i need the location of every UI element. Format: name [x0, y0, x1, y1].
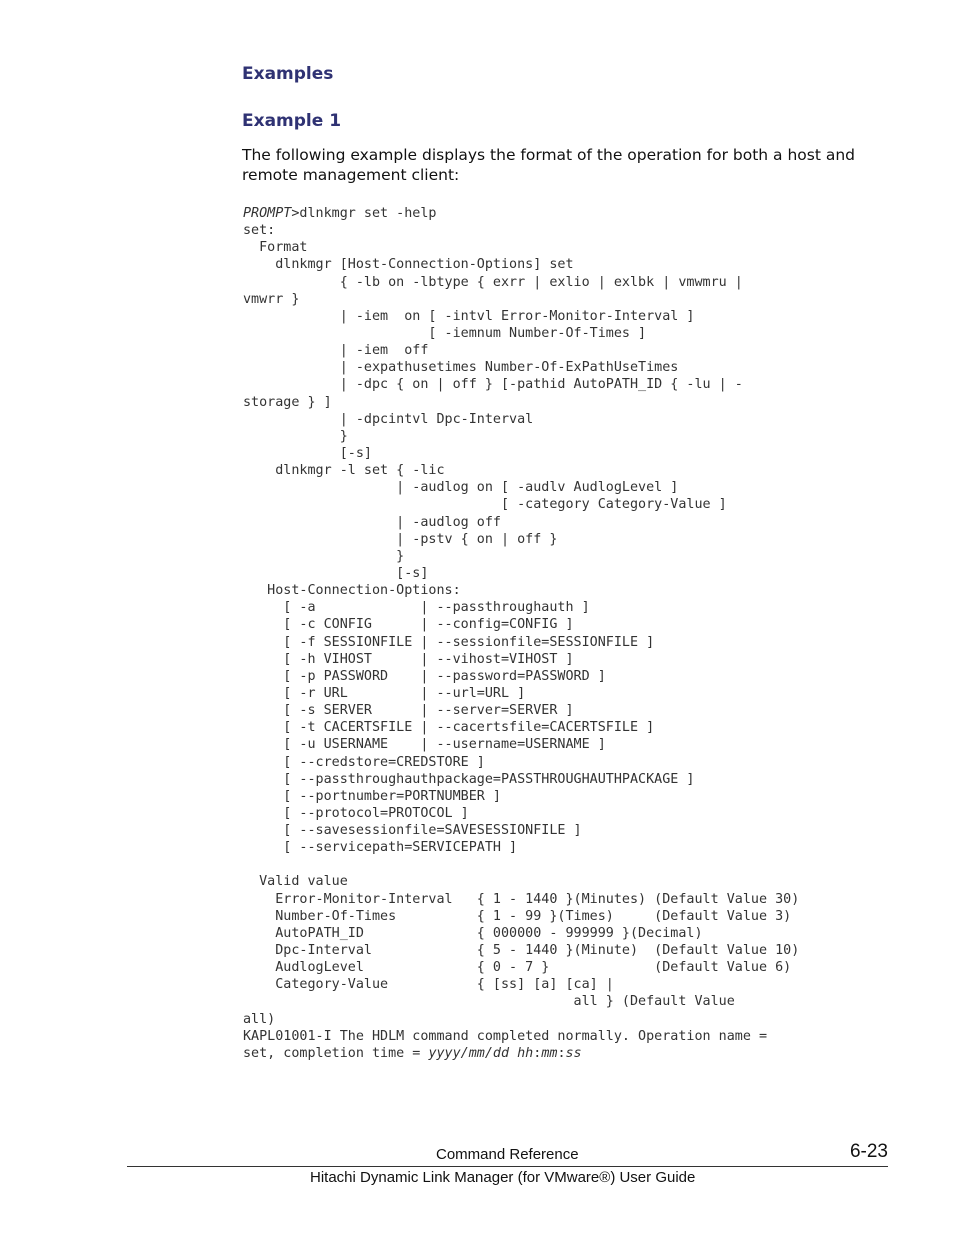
code-line: [-s]	[243, 565, 429, 581]
code-line: dlnkmgr -l set { -lic	[243, 463, 445, 479]
code-line: vmwrr }	[243, 291, 300, 307]
code-line: | -pstv { on | off }	[243, 531, 558, 547]
subheading-example-1: Example 1	[242, 111, 342, 131]
code-line: }	[243, 428, 348, 444]
code-line: Error-Monitor-Interval { 1 - 1440 }(Minutes) (Default Value 30)	[243, 891, 800, 907]
code-line: dlnkmgr [Host-Connection-Options] set	[243, 257, 574, 273]
code-line: AutoPATH_ID { 000000 - 999999 }(Decimal)	[243, 925, 703, 941]
code-line: [ -p PASSWORD | --password=PASSWORD ]	[243, 668, 606, 684]
prompt-placeholder: PROMPT	[243, 206, 292, 221]
code-line: | -dpcintvl Dpc-Interval	[243, 411, 534, 427]
code-line: Format	[243, 240, 308, 256]
code-line: { -lb on -lbtype { exrr | exlio | exlbk | vmwmru |	[243, 274, 743, 290]
code-line: [ --servicepath=SERVICEPATH ]	[243, 840, 518, 856]
intro-paragraph: The following example displays the format of the operation for both a host and remote management client:	[242, 146, 855, 184]
prompt-command: >dlnkmgr set -help	[291, 206, 437, 221]
code-line: | -dpc { on | off } [-pathid AutoPATH_ID { -lu | -	[243, 377, 743, 393]
code-line: [ --portnumber=PORTNUMBER ]	[243, 788, 501, 804]
code-line: [ -h VIHOST | --vihost=VIHOST ]	[243, 651, 574, 667]
code-line: [ --protocol=PROTOCOL ]	[243, 805, 469, 821]
code-line: [ -iemnum Number-Of-Times ]	[243, 325, 647, 341]
code-line: [ -t CACERTSFILE | --cacertsfile=CACERTSFILE ]	[243, 720, 655, 736]
code-line: [ -a | --passthroughauth ]	[243, 600, 590, 616]
code-line: [ --savesessionfile=SAVESESSIONFILE ]	[243, 823, 582, 839]
code-line: [ -category Category-Value ]	[243, 497, 727, 513]
time-format-date: yyyy/mm/dd	[428, 1045, 510, 1061]
footer-section-title: Command Reference	[436, 1146, 579, 1163]
time-format-minute: mm	[541, 1045, 558, 1061]
code-line: Category-Value { [ss] [a] [ca] |	[243, 977, 614, 993]
code-line: AudlogLevel { 0 - 7 } (Default Value 6)	[243, 960, 792, 976]
code-line: [ -r URL | --url=URL ]	[243, 685, 526, 701]
code-line: set:	[243, 223, 276, 239]
footer-divider	[127, 1166, 888, 1167]
code-line: [ -s SERVER | --server=SERVER ]	[243, 703, 574, 719]
time-format-second: ss	[565, 1045, 582, 1061]
code-line: KAPL01001-I The HDLM command completed normally. Operation name =	[243, 1028, 768, 1044]
code-line: Number-Of-Times { 1 - 99 }(Times) (Default Value 3)	[243, 908, 792, 924]
code-line: [ -f SESSIONFILE | --sessionfile=SESSIONFILE ]	[243, 634, 655, 650]
code-line: [ -c CONFIG | --config=CONFIG ]	[243, 617, 574, 633]
code-line: [-s]	[243, 445, 372, 461]
code-line: [ --passthroughauthpackage=PASSTHROUGHAUTHPACKAGE ]	[243, 771, 695, 787]
code-line: | -iem on [ -intvl Error-Monitor-Interval ]	[243, 308, 695, 324]
code-line: Dpc-Interval { 5 - 1440 }(Minute) (Default Value 10)	[243, 943, 800, 959]
code-line: Valid value	[243, 874, 348, 890]
code-line: | -audlog on [ -audlv AudlogLevel ]	[243, 480, 679, 496]
code-line: all } (Default Value	[243, 994, 735, 1010]
code-line: storage } ]	[243, 394, 332, 410]
time-format-hour: hh	[517, 1045, 534, 1061]
code-line	[243, 856, 799, 873]
footer-book-title: Hitachi Dynamic Link Manager (for VMware®) User Guide	[310, 1169, 696, 1186]
section-heading-examples: Examples	[242, 64, 334, 84]
code-line: [ -u USERNAME | --username=USERNAME ]	[243, 737, 606, 753]
code-line: | -iem off	[243, 343, 429, 359]
footer-page-number: 6-23	[849, 1141, 888, 1162]
code-line: [ --credstore=CREDSTORE ]	[243, 754, 485, 770]
code-prompt-line	[243, 205, 799, 222]
code-line: | -expathusetimes Number-Of-ExPathUseTimes	[243, 360, 679, 376]
completion-time-line: set, completion time = yyyy/mm/dd hh:mm:ss	[243, 1045, 582, 1061]
code-line: all)	[243, 1011, 276, 1027]
code-line: }	[243, 548, 405, 564]
code-line: Host-Connection-Options:	[243, 583, 461, 599]
code-lines	[243, 222, 799, 1045]
code-example-block	[243, 205, 799, 1062]
completion-prefix: set, completion time =	[243, 1045, 429, 1061]
code-line: | -audlog off	[243, 514, 501, 530]
